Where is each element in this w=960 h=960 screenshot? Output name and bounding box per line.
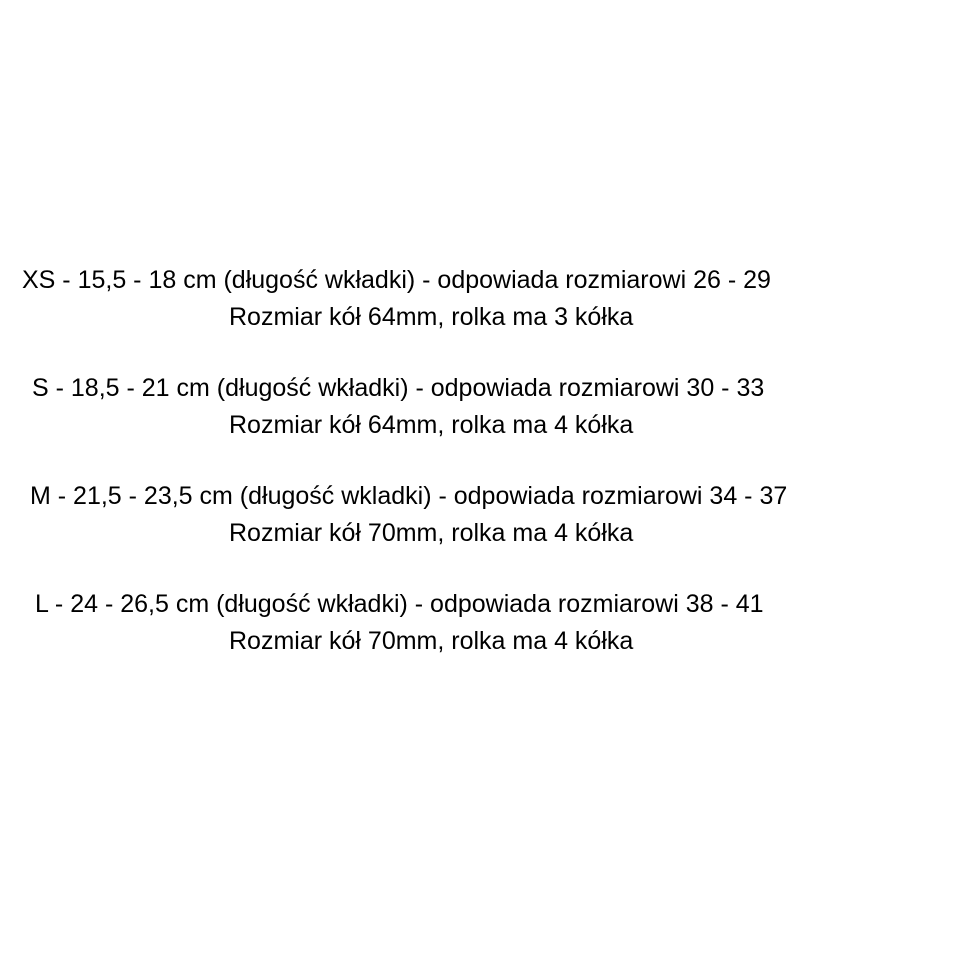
size-xs-description: XS - 15,5 - 18 cm (długość wkładki) - odpowiada rozmiarowi 26 - 29: [22, 266, 771, 294]
size-s-wheel-info: Rozmiar kół 64mm, rolka ma 4 kółka: [229, 411, 634, 439]
size-m-description: M - 21,5 - 23,5 cm (długość wkladki) - odpowiada rozmiarowi 34 - 37: [30, 482, 788, 510]
size-xs-wheel-info: Rozmiar kół 64mm, rolka ma 3 kółka: [229, 303, 634, 331]
size-l-description: L - 24 - 26,5 cm (długość wkładki) - odpowiada rozmiarowi 38 - 41: [35, 590, 764, 618]
size-s-description: S - 18,5 - 21 cm (długość wkładki) - odpowiada rozmiarowi 30 - 33: [32, 374, 765, 402]
size-l-wheel-info: Rozmiar kół 70mm, rolka ma 4 kółka: [229, 627, 634, 655]
size-m-wheel-info: Rozmiar kół 70mm, rolka ma 4 kółka: [229, 519, 634, 547]
